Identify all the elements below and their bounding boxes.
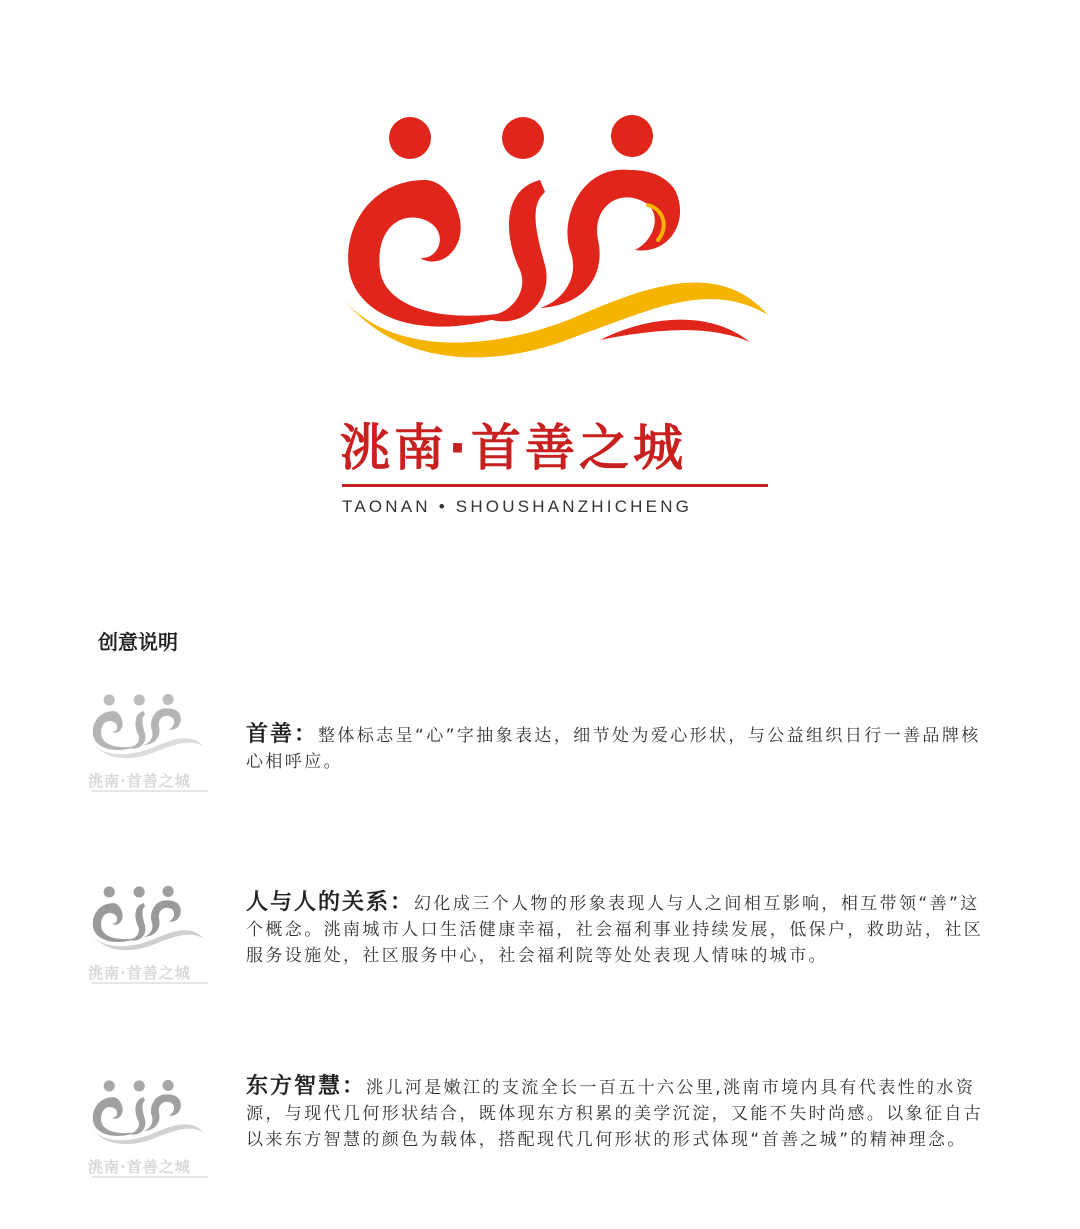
mini-logo <box>88 686 210 798</box>
mini-logo <box>88 878 210 990</box>
item-body: 洮儿河是嫩江的支流全长一百五十六公里,洮南市境内具有代表性的水资源，与现代几何形状结合，既体现东方积累的美学沉淀，又能不失时尚感。以象征自古以来东方智慧的颜色为载体，搭配现代几何形状的形式体现“首善之城”的精神理念。 <box>246 1078 984 1150</box>
mini-logo-label: 洮南·首善之城 <box>88 964 191 982</box>
red-swoosh <box>600 320 750 342</box>
mini-logo-emblem <box>88 878 210 960</box>
mini-logo-label: 洮南·首善之城 <box>88 1158 191 1176</box>
mini-logo-emblem <box>88 686 210 768</box>
logo-title: 洮南·首善之城 <box>340 419 687 477</box>
head-left <box>389 117 431 159</box>
mini-logo <box>88 1072 210 1184</box>
logo-subtitle: TAONAN • SHOUSHANZHICHENG <box>342 497 693 516</box>
item-text-block <box>246 722 991 775</box>
item-text-block <box>246 890 991 969</box>
mini-logo-emblem <box>88 1072 210 1154</box>
item-heading: 人与人的关系： <box>246 890 415 915</box>
mini-logo-divider <box>92 1176 208 1178</box>
section-heading: 创意说明 <box>98 630 178 654</box>
head-right <box>611 115 653 157</box>
logo-emblem <box>330 110 790 370</box>
head-middle <box>502 117 544 159</box>
mini-logo-divider <box>92 982 208 984</box>
item-body: 幻化成三个人物的形象表现人与人之间相互影响，相互带领“善”这个概念。洮南城市人口生活健康幸福，社会福利事业持续发展，低保户，救助站，社区服务设施处，社区服务中心，社会福利院等处处表现人情味的城市。 <box>246 894 984 966</box>
item-heading: 首善： <box>246 722 319 747</box>
mini-logo-label: 洮南·首善之城 <box>88 772 191 790</box>
item-body: 整体标志呈“心”字抽象表达，细节处为爱心形状，与公益组织日行一善品牌核心相呼应。 <box>246 726 981 772</box>
logo-divider <box>342 484 768 487</box>
item-heading: 东方智慧： <box>246 1074 367 1099</box>
figure-middle <box>480 180 547 321</box>
figure-left <box>348 180 520 327</box>
item-text-block <box>246 1074 991 1153</box>
mini-logo-divider <box>92 790 208 792</box>
